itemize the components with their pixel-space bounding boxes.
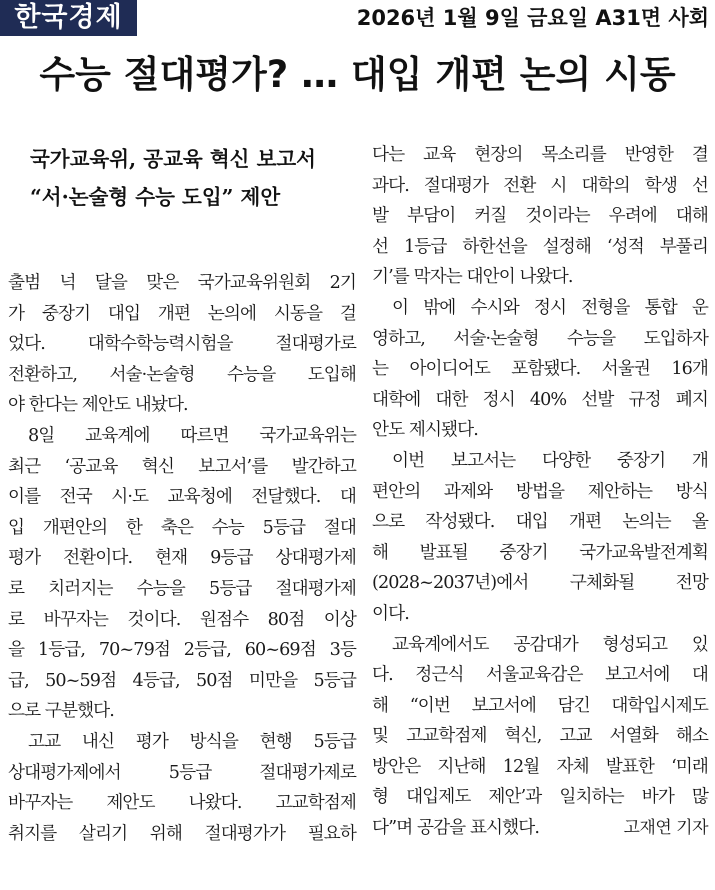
text-line: 입 개편안의 한 축은 수능 5등급 절대 xyxy=(8,517,356,538)
text-line: 다”며 공감을 표시했다. xyxy=(372,818,540,839)
text-line: 및 고교학점제 혁신, 고교 서열화 해소 xyxy=(372,726,708,747)
paragraph xyxy=(372,140,708,293)
article-column-left xyxy=(8,140,356,849)
text-line: 해 “이번 보고서에 담긴 대학입시제도 xyxy=(372,695,708,716)
newspaper-logo: 한국경제 xyxy=(0,0,137,36)
text-line: 출범 넉 달을 맞은 국가교육위원회 2기 xyxy=(8,273,356,293)
reporter-byline: 고재연 기자 xyxy=(623,818,708,839)
paragraph xyxy=(372,293,708,446)
text-line: 급, 50~59점 4등급, 50점 미만을 5등급 xyxy=(8,670,356,691)
text-line: 다는 교육 현장의 목소리를 반영한 결 xyxy=(372,145,708,165)
paragraph xyxy=(372,446,708,630)
paragraph xyxy=(8,268,356,421)
subheadline-line: “서·논술형 수능 도입” 제안 xyxy=(30,185,281,209)
text-line: 었다. 대학수학능력시험을 절대평가로 xyxy=(8,334,356,355)
text-line: 바꾸자는 제안도 나왔다. 고교학점제 xyxy=(8,793,356,814)
text-line: 기’를 막자는 대안이 나왔다. xyxy=(372,267,573,288)
subheadline xyxy=(8,140,356,216)
text-line: 이번 보고서는 다양한 중장기 개 xyxy=(392,450,708,471)
text-line: 가 중장기 대입 개편 논의에 시동을 걸 xyxy=(8,303,356,324)
text-line: 로 치러지는 수능을 5등급 절대평가제 xyxy=(8,578,356,599)
text-line: 고교 내신 평가 방식을 현행 5등급 xyxy=(28,731,356,752)
text-line: 으로 작성됐다. 대입 개편 논의는 올 xyxy=(372,512,708,533)
paragraph xyxy=(372,630,708,844)
text-line: 영하고, 서술·논술형 수능을 도입하자 xyxy=(372,328,708,349)
text-line: 으로 구분했다. xyxy=(8,701,114,722)
text-line: 과다. 절대평가 전환 시 대학의 학생 선 xyxy=(372,175,708,196)
text-line: 취지를 살리기 위해 절대평가가 필요하 xyxy=(8,823,356,844)
text-line: 발 부담이 커질 것이라는 우려에 대해 xyxy=(372,206,708,227)
text-line: 이다. xyxy=(372,603,409,624)
text-line: 선 1등급 하한선을 설정해 ‘성적 부풀리 xyxy=(372,236,708,257)
subheadline-line: 국가교육위, 공교육 혁신 보고서 xyxy=(30,147,316,171)
text-line: 해 발표될 중장기 국가교육발전계획 xyxy=(372,542,708,563)
closing-line xyxy=(372,813,708,844)
article-body-right xyxy=(372,140,708,844)
text-line: 다. 정근식 서울교육감은 보고서에 대 xyxy=(372,665,708,686)
text-line: 형 대입제도 제안’과 일치하는 바가 많 xyxy=(372,787,708,808)
dateline: 2026년 1월 9일 금요일 A31면 사회 xyxy=(356,6,709,30)
text-line: 평가 전환이다. 현재 9등급 상대평가제 xyxy=(8,548,356,569)
text-line: 방안은 지난해 12월 자체 발표한 ‘미래 xyxy=(372,756,708,777)
text-line: 는 아이디어도 포함됐다. 서울권 16개 xyxy=(372,359,708,380)
text-line: 8일 교육계에 따르면 국가교육위는 xyxy=(28,425,356,446)
text-line: 전환하고, 서술·논술형 수능을 도입해 xyxy=(8,364,356,385)
text-line: 안도 제시됐다. xyxy=(372,420,478,441)
text-line: 을 1등급, 70~79점 2등급, 60~69점 3등 xyxy=(8,640,356,661)
text-line: 야 한다는 제안도 내놨다. xyxy=(8,395,188,416)
text-line: 대학에 대한 정시 40% 선발 규정 폐지 xyxy=(372,389,708,410)
text-line: 로 바꾸자는 것이다. 원점수 80점 이상 xyxy=(8,609,356,630)
text-line: 이를 전국 시·도 교육청에 전달했다. 대 xyxy=(8,487,356,508)
text-line: 이 밖에 수시와 정시 전형을 통합 운 xyxy=(392,297,708,318)
headline: 수능 절대평가? … 대입 개편 논의 시동 xyxy=(39,53,676,96)
article-column-right xyxy=(372,140,708,844)
text-line: 상대평가제에서 5등급 절대평가제로 xyxy=(8,762,356,783)
text-line: 교육계에서도 공감대가 형성되고 있 xyxy=(392,634,708,655)
text-line: 편안의 과제와 방법을 제안하는 방식 xyxy=(372,481,708,502)
text-line: 최근 ‘공교육 혁신 보고서’를 발간하고 xyxy=(8,456,356,477)
paragraph xyxy=(8,421,356,727)
masthead xyxy=(0,0,715,36)
article-body-left xyxy=(8,268,356,849)
paragraph xyxy=(8,727,356,849)
text-line: (2028~2037년)에서 구체화될 전망 xyxy=(372,573,708,594)
